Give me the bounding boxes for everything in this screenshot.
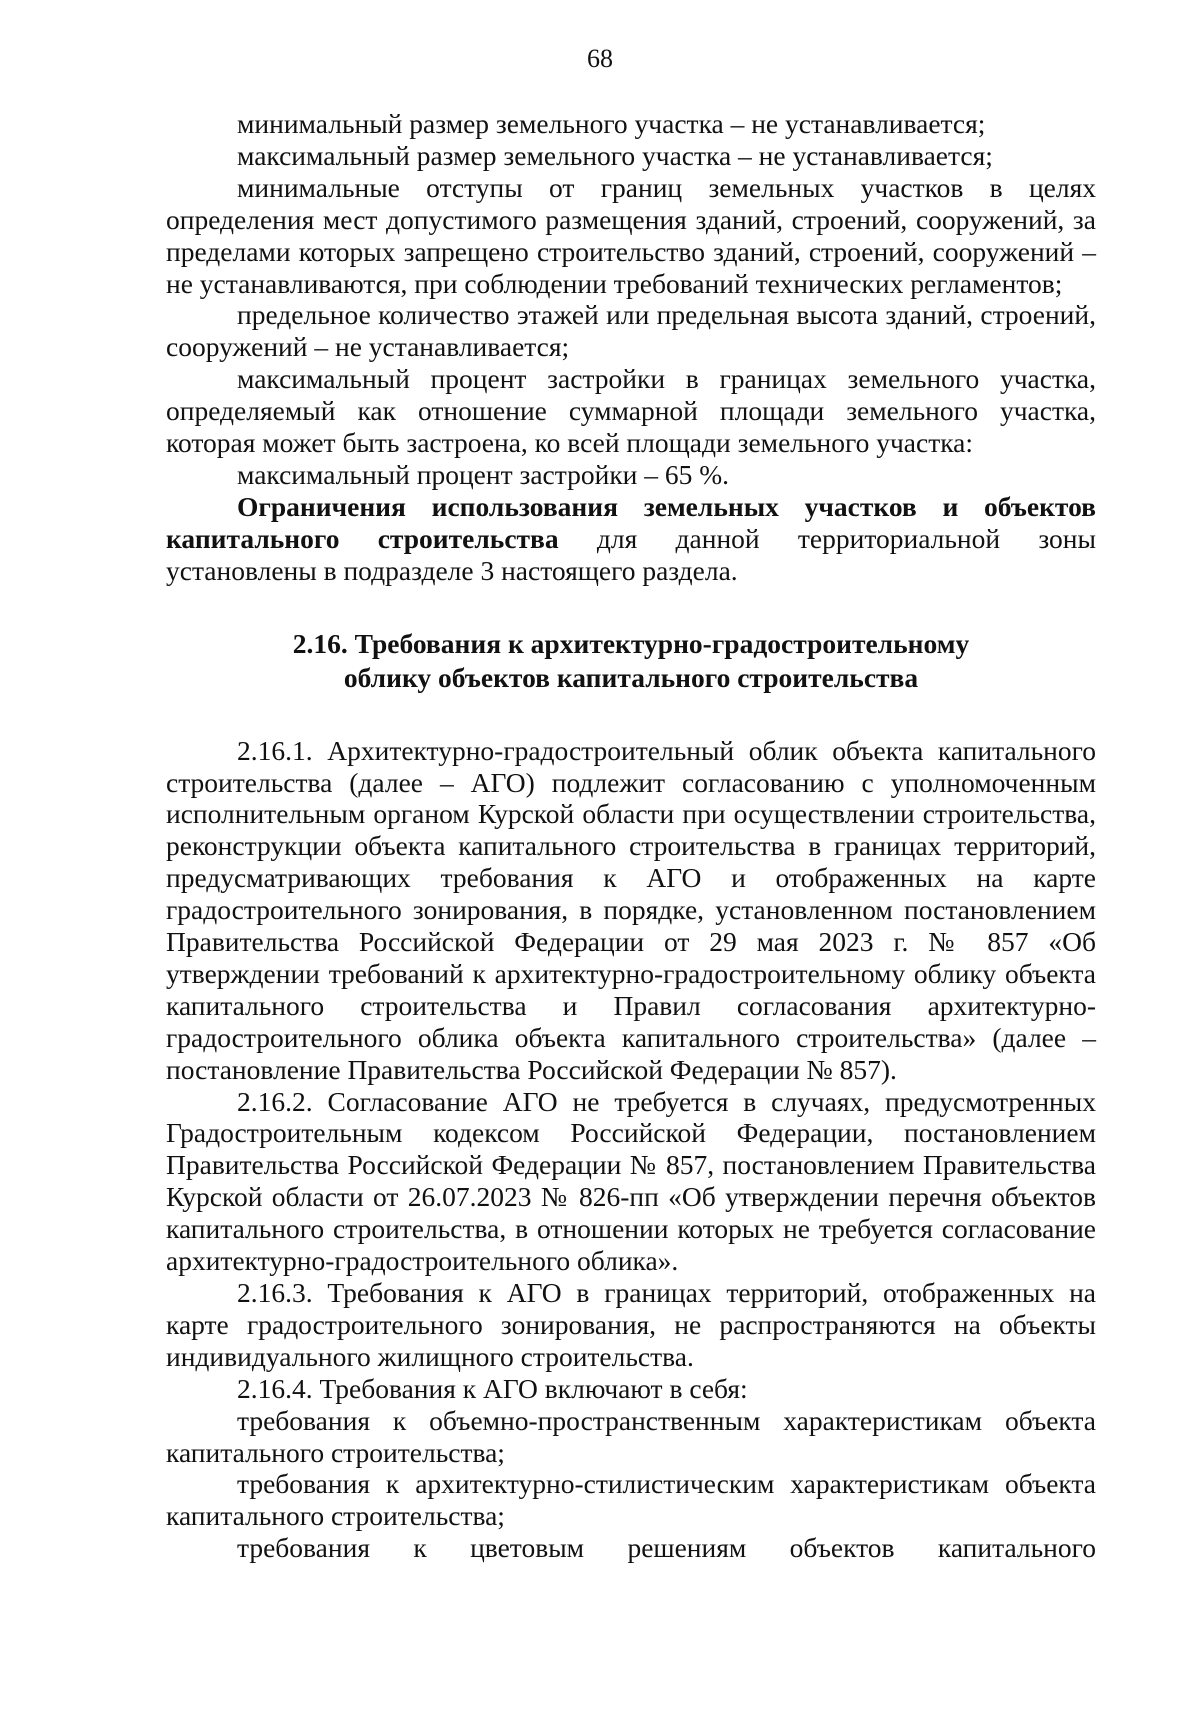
restrictions-bold-text: Ограничения использования земельных участков и объектов капитального строительства <box>166 490 1096 554</box>
setbacks-paragraph: минимальные отступы от границ земельных участков в целях определения мест допустимого размещения зданий, строений, сооружений, за пределами которых запрещено строительство зданий, строений, сооружений – не устанавливаются, при соблюдении требований технических регламентов; <box>166 171 1096 299</box>
restrictions-paragraph <box>166 491 1096 587</box>
requirement-volume-spatial: требования к объемно-пространственным характеристикам объекта капитального строительства; <box>166 1404 1096 1468</box>
coverage-value-paragraph: максимальный процент застройки – 65 %. <box>237 458 730 490</box>
document-body <box>166 108 1096 1564</box>
section-heading-line-2: облику объектов капитального строительства <box>343 661 919 693</box>
paragraph-2-16-4: 2.16.4. Требования к АГО включают в себя: <box>237 1372 748 1404</box>
section-heading <box>166 627 1096 695</box>
paragraph-2-16-2: 2.16.2. Согласование АГО не требуется в случаях, предусмотренных Градостроительным кодексом Российской Федерации, постановлением Правительства Российской Федерации № 857, постановлением Правительства Курской области от 26.07.2023 № 826-пп «Об утверждении перечня объектов капитального строительства, в отношении которых не требуется согласование архитектурно-градостроительного облика». <box>166 1085 1096 1277</box>
floors-height-paragraph: предельное количество этажей или предельная высота зданий, строений, сооружений – не устанавливается; <box>166 299 1096 363</box>
max-plot-size-paragraph: максимальный размер земельного участка – не устанавливается; <box>237 139 993 171</box>
min-plot-size-paragraph: минимальный размер земельного участка – не устанавливается; <box>237 108 986 139</box>
coverage-definition-paragraph: максимальный процент застройки в границах земельного участка, определяемый как отношение суммарной площади земельного участка, которая может быть застроена, ко всей площади земельного участка: <box>166 363 1096 459</box>
restrictions-text: для данной территориальной зоны установлены в подразделе 3 настоящего раздела. <box>166 522 1096 586</box>
requirement-architectural-stylistic: требования к архитектурно-стилистическим характеристикам объекта капитального строительства; <box>166 1468 1096 1532</box>
section-heading-line-1: 2.16. Требования к архитектурно-градостроительному <box>292 627 970 659</box>
page-number: 68 <box>587 44 613 73</box>
requirement-color-solutions: требования к цветовым решениям объектов капитального <box>237 1532 1096 1564</box>
paragraph-2-16-1: 2.16.1. Архитектурно-градостроительный облик объекта капитального строительства (далее – АГО) подлежит согласованию с уполномоченным исполнительным органом Курской области при осуществлении строительства, реконструкции объекта капитального строительства в границах территорий, предусматривающих требования к АГО и отображенных на карте градостроительного зонирования, в порядке, установленном постановлением Правительства Российской Федерации от 29 мая 2023 г. № 857 «Об утверждении требований к архитектурно-градостроительному облику объекта капитального строительства и Правил согласования архитектурно-градостроительного облика объекта капитального строительства» (далее – постановление Правительства Российской Федерации № 857). <box>166 734 1096 1085</box>
paragraph-2-16-3: 2.16.3. Требования к АГО в границах территорий, отображенных на карте градостроительного зонирования, не распространяются на объекты индивидуального жилищного строительства. <box>166 1277 1096 1372</box>
